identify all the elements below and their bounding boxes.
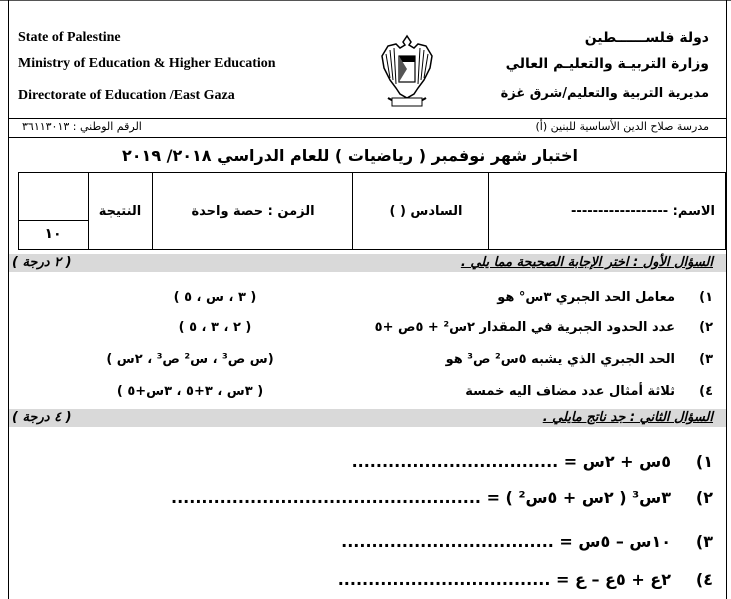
q2-marks: ( ٤ درجة ) xyxy=(12,410,72,425)
q1-item-question: عدد الحدود الجبرية في المقدار ٢س² + ٥ص +٥ xyxy=(374,320,675,335)
q2-item-number: ٣) xyxy=(695,532,713,551)
header-state-en: State of Palestine xyxy=(18,30,121,45)
name-field: الاسم: ------------------ xyxy=(571,204,715,219)
q2-item-number: ٤) xyxy=(695,570,713,589)
q1-item-options: ( ٢ ، ٣ ، ٥ ) xyxy=(178,320,252,335)
palestine-emblem-icon xyxy=(378,32,436,112)
table-divider xyxy=(352,172,353,250)
page-border-right xyxy=(726,0,727,599)
q1-item-options: ( ٣ ، س ، ٥ ) xyxy=(173,290,257,305)
q2-item-number: ١) xyxy=(695,452,713,471)
table-divider xyxy=(152,172,153,250)
grade-field: السادس ( ) xyxy=(389,204,463,219)
national-id: الرقم الوطني : ٣٦١١٣٠١٣ xyxy=(22,120,142,133)
table-divider xyxy=(18,220,88,221)
header-directorate-en: Directorate of Education /East Gaza xyxy=(18,88,235,103)
header-ministry-ar: وزارة التربيـة والتعليـم العالي xyxy=(505,56,709,72)
top-border xyxy=(0,0,731,1)
header-directorate-ar: مديرية التربية والتعليم/شرق غزة xyxy=(500,86,709,101)
q2-item-number: ٢) xyxy=(695,488,713,507)
table-divider xyxy=(88,172,89,250)
q1-item-question: معامل الحد الجبري ٣س° هو xyxy=(497,290,675,305)
q1-title: السؤال الأول : اختر الإجابة الصحيحة مما يلي . xyxy=(460,255,713,270)
q2-item-expression: ٥س + ٢س = .................................. xyxy=(351,452,671,471)
q1-item-number: ٤) xyxy=(699,384,713,399)
header-state-ar: دولة فلســــــطين xyxy=(584,30,709,46)
result-label: النتيجة xyxy=(98,204,142,219)
q2-item-expression: ١٠س – ٥س = ................................... xyxy=(341,532,671,551)
q1-item-options: (س ص³ ، س² ص³ ، ٢س ) xyxy=(106,352,274,367)
q1-item-question: ثلاثة أمثال عدد مضاف اليه خمسة xyxy=(465,384,675,399)
divider xyxy=(8,118,726,119)
q1-item-number: ١) xyxy=(699,290,713,305)
page-border-left xyxy=(8,0,9,599)
time-field: الزمن : حصة واحدة xyxy=(191,204,315,219)
q2-item-expression: ٣س³ ( ٢س + ٥س² ) = ................................................... xyxy=(171,488,671,507)
q1-item-options: ( ٣س ، ٣+٥ ، ٣س+٥ ) xyxy=(116,384,264,399)
q2-item-expression: ٢ع + ٥ع – ع = ................................... xyxy=(337,570,671,589)
q1-item-question: الحد الجبري الذي يشبه ٥س² ص³ هو xyxy=(445,352,675,367)
q1-marks: ( ٢ درجة ) xyxy=(12,255,72,270)
exam-title: اختبار شهر نوفمبر ( رياضيات ) للعام الدراسي ٢٠١٨/ ٢٠١٩ xyxy=(122,146,578,165)
header-ministry-en: Ministry of Education & Higher Education xyxy=(18,56,276,71)
table-divider xyxy=(488,172,489,250)
q1-item-number: ٢) xyxy=(699,320,713,335)
divider xyxy=(8,137,726,138)
q1-item-number: ٣) xyxy=(699,352,713,367)
q2-title: السؤال الثاني : جد ناتج مايلي . xyxy=(542,410,713,425)
school-name: مدرسة صلاح الدين الأساسية للبنين (أ) xyxy=(535,120,709,133)
total-marks: ١٠ xyxy=(44,226,62,242)
